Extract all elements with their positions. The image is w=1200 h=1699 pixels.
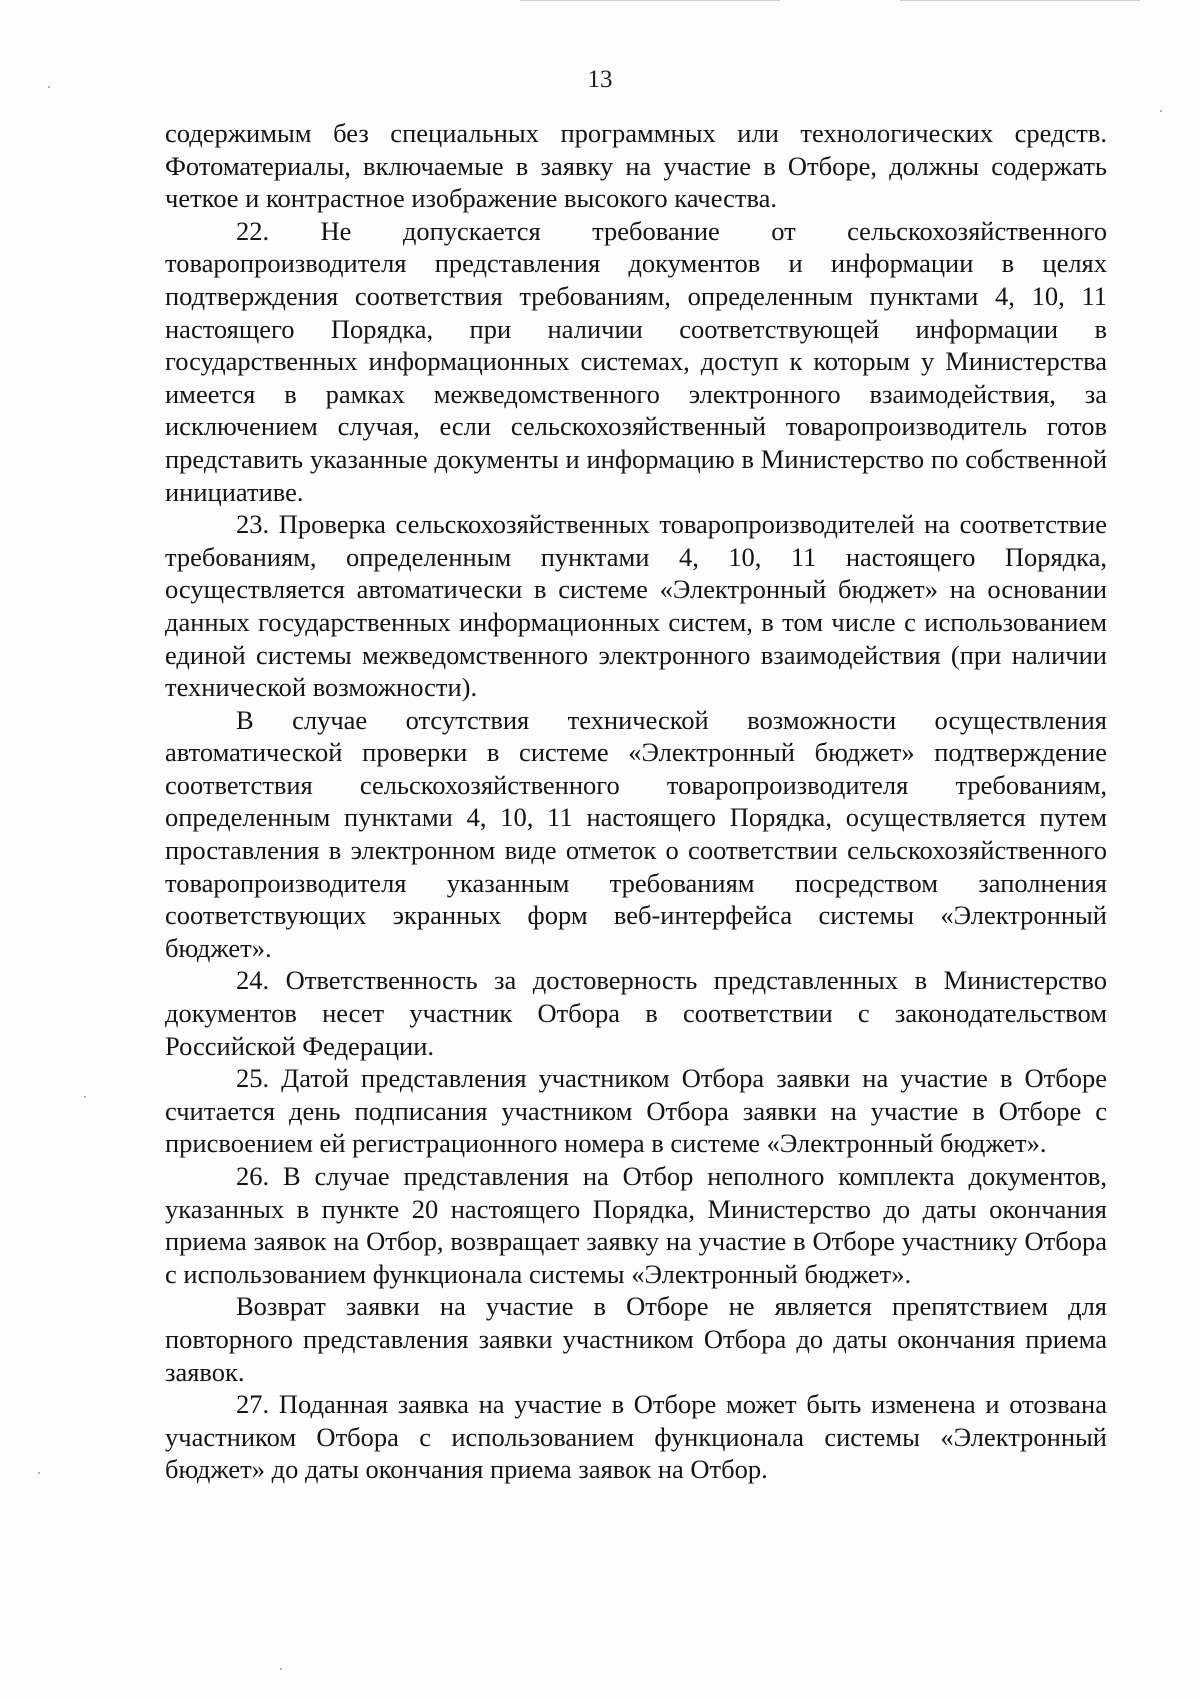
paragraph-item-24: 24. Ответственность за достоверность представленных в Министерство документов несет участник Отбора в соответствии с законодательством Российской Федерации.	[165, 965, 1107, 1061]
page-number: 13	[587, 66, 613, 93]
paragraph-item-27: 27. Поданная заявка на участие в Отборе может быть изменена и отозвана участником Отбора с использованием функционала системы «Электронный бюджет» до даты окончания приема заявок на Отбор.	[165, 1389, 1107, 1485]
scan-speck	[280, 1668, 282, 1670]
paragraph-continuation: содержимым без специальных программных или технологических средств. Фотоматериалы, включаемые в заявку на участие в Отборе, должны содержать четкое и контрастное изображение высокого качества.	[165, 118, 1107, 214]
scan-speck	[38, 1472, 40, 1474]
paragraph-item-26-continued: Возврат заявки на участие в Отборе не является препятствием для повторного представления заявки участником Отбора до даты окончания приема заявок.	[165, 1291, 1107, 1387]
document-body	[165, 117, 1107, 1486]
paragraph-item-23-continued: В случае отсутствия технической возможности осуществления автоматической проверки в системе «Электронный бюджет» подтверждение соответствия сельскохозяйственного товаропроизводителя требованиям, определенным пунктами 4, 10, 11 настоящего Порядка, осуществляется путем проставления в электронном виде отметок о соответствии сельскохозяйственного товаропроизводителя указанным требованиям посредством заполнения соответствующих экранных форм веб-интерфейса системы «Электронный бюджет».	[165, 704, 1107, 963]
paragraph-item-25: 25. Датой представления участником Отбора заявки на участие в Отборе считается день подписания участником Отбора заявки на участие в Отборе с присвоением ей регистрационного номера в системе «Электронный бюджет».	[165, 1063, 1107, 1159]
scan-speck	[84, 1096, 86, 1098]
scan-edge-mark	[520, 0, 780, 1]
scan-speck	[1160, 110, 1162, 112]
paragraph-item-26: 26. В случае представления на Отбор неполного комплекта документов, указанных в пункте 20 настоящего Порядка, Министерство до даты окончания приема заявок на Отбор, возвращает заявку на участие в Отборе участнику Отбора с использованием функционала системы «Электронный бюджет».	[165, 1161, 1107, 1289]
scan-edge-mark	[900, 0, 1140, 1]
paragraph-item-22: 22. Не допускается требование от сельскохозяйственного товаропроизводителя представления документов и информации в целях подтверждения соответствия требованиям, определенным пунктами 4, 10, 11 настоящего Порядка, при наличии соответствующей информации в государственных информационных системах, доступ к которым у Министерства имеется в рамках межведомственного электронного взаимодействия, за исключением случая, если сельскохозяйственный товаропроизводитель готов представить указанные документы и информацию в Министерство по собственной инициативе.	[165, 215, 1107, 507]
paragraph-item-23: 23. Проверка сельскохозяйственных товаропроизводителей на соответствие требованиям, определенным пунктами 4, 10, 11 настоящего Порядка, осуществляется автоматически в системе «Электронный бюджет» на основании данных государственных информационных систем, в том числе с использованием единой системы межведомственного электронного взаимодействия (при наличии технической возможности).	[165, 509, 1107, 703]
